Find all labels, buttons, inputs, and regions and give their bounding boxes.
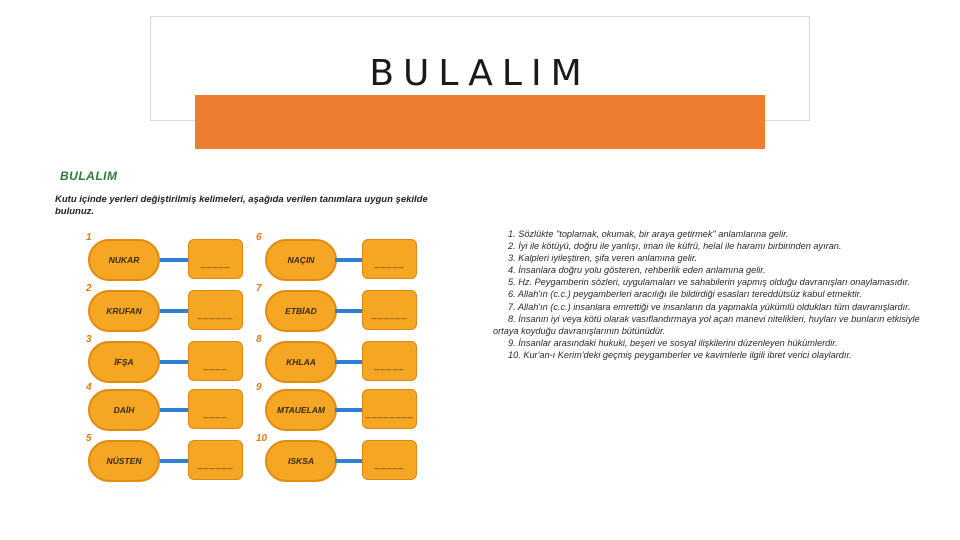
definition-item: 4. İnsanlara doğru yolu gösteren, rehberlik eden anlamına gelir. xyxy=(508,265,766,276)
answer-box: ______ xyxy=(188,290,243,330)
definition-item: 1. Sözlükte "toplamak, okumak, bir araya getirmek" anlamlarına gelir. xyxy=(508,229,789,239)
scrambled-word: DAİH xyxy=(88,389,160,431)
scrambled-word: ETBİAD xyxy=(265,290,337,332)
definition-item: 10. Kur'an-ı Kerim'deki geçmiş peygamberler ve kavimlerle ilgili ibret verici olaylardır. xyxy=(508,349,852,360)
scrambled-word: KHLAA xyxy=(265,341,337,383)
answer-box: ______ xyxy=(188,440,243,480)
answer-box: ____ xyxy=(188,341,243,381)
item-number: 9 xyxy=(256,382,262,393)
definition-item: 2. İyi ile kötüyü, doğru ile yanlışı, iman ile küfrü, helal ile haramı birbirinden ayıran. xyxy=(508,241,842,252)
item-number: 4 xyxy=(86,382,92,393)
item-number: 8 xyxy=(256,334,262,345)
definition-item: 7. Allah'ın (c.c.) insanlara emrettiği ve insanların da yapmakla yükümlü oldukları tüm davranışlardır. xyxy=(508,301,911,312)
answer-box: _____ xyxy=(362,440,417,480)
item-number: 5 xyxy=(86,433,92,444)
item-number: 2 xyxy=(86,283,92,294)
answer-box: ____ xyxy=(188,389,243,429)
worksheet-instruction: Kutu içinde yerleri değiştirilmiş kelimeleri, aşağıda verilen tanımlara uygun şekilde bulunuz. xyxy=(55,194,428,217)
answer-box: _____ xyxy=(362,239,417,279)
item-number: 1 xyxy=(86,232,92,243)
answer-box: _____ xyxy=(188,239,243,279)
definitions-list xyxy=(493,228,925,361)
definition-item: 6. Allah'ın (c.c.) peygamberleri aracılığı ile bildirdiği esasları tereddütsüz kabul etmektir. xyxy=(508,289,862,300)
scrambled-word: MTAUELAM xyxy=(265,389,337,431)
definition-item: 8. İnsanın iyi veya kötü olarak vasıflandırmaya yol açan manevi nitelikleri, huyları ve bunların etkisiyle ortaya koyduğu davranışlarının bütünüdür. xyxy=(493,313,920,336)
accent-bar xyxy=(195,95,765,149)
definition-item: 5. Hz. Peygamberin sözleri, uygulamaları ve sahabilerin yapmış olduğu davranışları onaylamasıdır. xyxy=(508,277,911,288)
scrambled-word: ISKSA xyxy=(265,440,337,482)
definition-item: 3. Kalpleri iyileştiren, şifa veren anlamına gelir. xyxy=(508,253,698,264)
definition-item: 9. İnsanlar arasındaki hukuki, beşeri ve sosyal ilişkilerini düzenleyen hükümlerdir. xyxy=(508,337,838,348)
item-number: 6 xyxy=(256,232,262,243)
scrambled-word: İFŞA xyxy=(88,341,160,383)
scrambled-word: KRUFAN xyxy=(88,290,160,332)
scrambled-word: NÜSTEN xyxy=(88,440,160,482)
slide-title: BULALIM xyxy=(369,53,591,94)
worksheet-heading: BULALIM xyxy=(60,169,118,183)
item-number: 10 xyxy=(256,433,268,444)
scrambled-word: NUKAR xyxy=(88,239,160,281)
item-number: 7 xyxy=(256,283,262,294)
answer-box: ______ xyxy=(362,290,417,330)
answer-box: ________ xyxy=(362,389,417,429)
answer-box: _____ xyxy=(362,341,417,381)
item-number: 3 xyxy=(86,334,92,345)
scrambled-word: NAÇIN xyxy=(265,239,337,281)
